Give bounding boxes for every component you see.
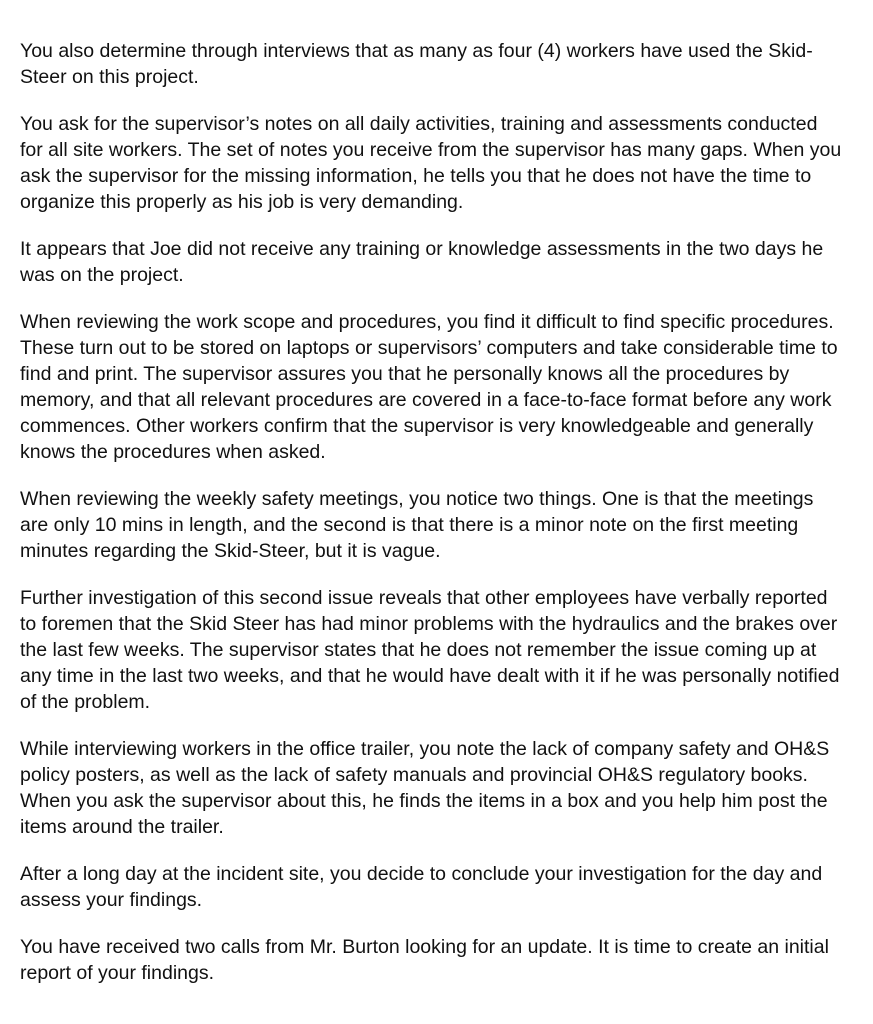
paragraph-conclude-day: After a long day at the incident site, you decide to conclude your investigation for the day and assess your findings.: [20, 863, 823, 911]
paragraph-workers-used-skid-steer: You also determine through interviews that as many as four (4) workers have used the Skid-Steer on this project.: [20, 40, 813, 88]
paragraph-joe-training: It appears that Joe did not receive any training or knowledge assessments in the two days he was on the project.: [20, 238, 824, 286]
paragraph-initial-report: You have received two calls from Mr. Burton looking for an update. It is time to create an initial report of your findings.: [20, 936, 829, 984]
paragraph-further-investigation: Further investigation of this second issue reveals that other employees have verbally reported to foremen that the Skid Steer has had minor problems with the hydraulics and the brakes over the last few weeks. The supervisor states that he does not remember the issue coming up at any time in the last two weeks, and that he would have dealt with it if he was personally notified of the problem.: [20, 587, 840, 713]
paragraph-work-scope-procedures: When reviewing the work scope and procedures, you find it difficult to find specific procedures. These turn out to be stored on laptops or supervisors’ computers and take considerable time to find and print. The supervisor assures you that he personally knows all the procedures by memory, and that all relevant procedures are covered in a face-to-face format before any work commences. Other workers confirm that the supervisor is very knowledgeable and generally knows the procedures when asked.: [20, 311, 838, 463]
paragraph-supervisor-notes: You ask for the supervisor’s notes on all daily activities, training and assessments conducted for all site workers. The set of notes you receive from the supervisor has many gaps. When you ask the supervisor for the missing information, he tells you that he does not have the time to organize this properly as his job is very demanding.: [20, 113, 842, 213]
paragraph-office-trailer: While interviewing workers in the office trailer, you note the lack of company safety and OH&S policy posters, as well as the lack of safety manuals and provincial OH&S regulatory books. When you ask the supervisor about this, he finds the items in a box and you help him post the items around the trailer.: [20, 738, 830, 838]
paragraph-weekly-safety-meetings: When reviewing the weekly safety meetings, you notice two things. One is that the meetings are only 10 mins in length, and the second is that there is a minor note on the first meeting minutes regarding the Skid-Steer, but it is vague.: [20, 488, 814, 562]
